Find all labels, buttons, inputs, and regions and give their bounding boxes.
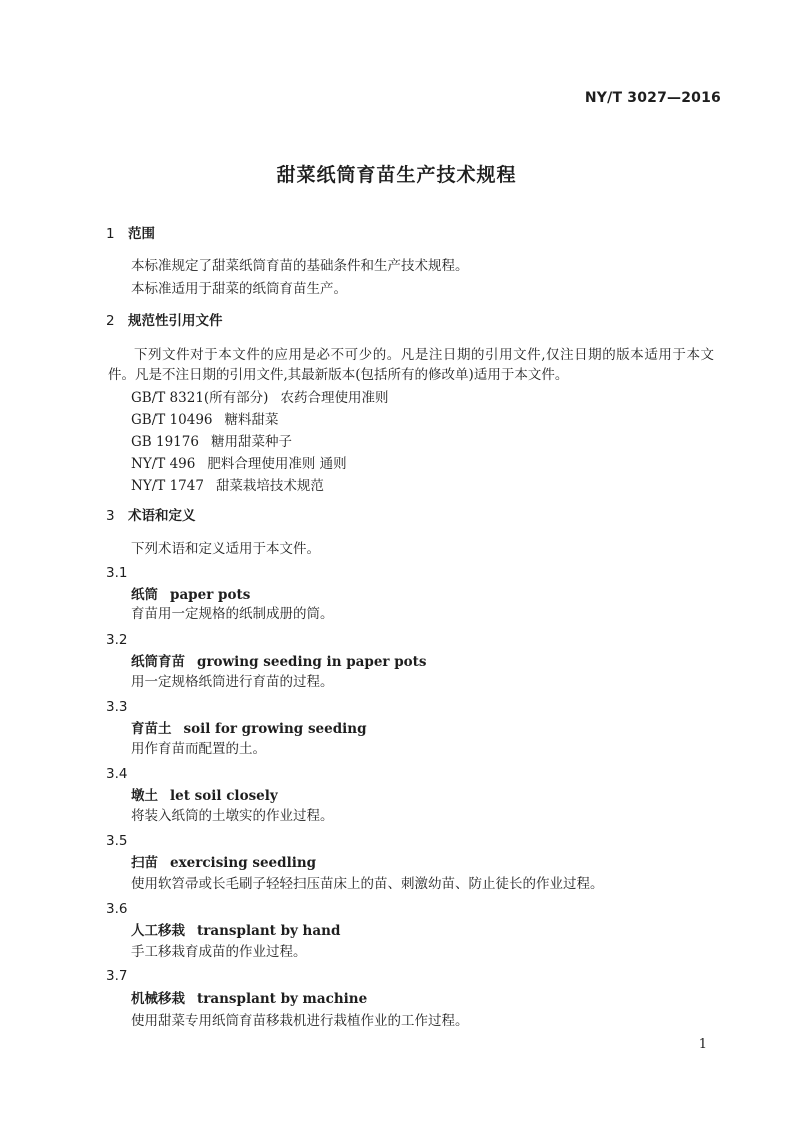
section-title: 规范性引用文件 [128,313,223,329]
term-en: exercising seedling [170,855,317,871]
paragraph: 下列术语和定义适用于本文件。 [131,541,320,557]
reference-item [131,454,347,474]
section-title: 范围 [128,226,155,242]
term-number: 3.4 [106,766,128,782]
term-heading [131,921,340,941]
paragraph: 下列文件对于本文件的应用是必不可少的。凡是注日期的引用文件,仅注日期的版本适用于本文件。凡是不注日期的引用文件,其最新版本(包括所有的修改单)适用于本文件。 [108,347,714,383]
section-number: 3 [106,508,115,524]
term-definition: 将装入纸筒的土墩实的作业过程。 [131,808,334,824]
term-number: 3.3 [106,699,128,715]
term-en: transplant by machine [197,991,368,1007]
term-number: 3.5 [106,833,128,849]
section-1-heading [106,224,155,244]
standard-code: NY/T 3027—2016 [584,90,721,106]
reference-code: NY/T 1747 [131,478,204,494]
document-title: 甜菜纸筒育苗生产技术规程 [276,164,517,186]
term-definition: 使用软笤帚或长毛刷子轻轻扫压苗床上的苗、刺激幼苗、防止徒长的作业过程。 [131,876,604,892]
term-en: soil for growing seeding [183,721,367,737]
reference-item [131,388,388,408]
term-zh: 机械移栽 [131,991,185,1007]
term-number: 3.6 [106,901,128,917]
term-en: growing seeding in paper pots [197,654,427,670]
term-heading [131,786,278,806]
reference-code: NY/T 496 [131,456,196,472]
reference-code: GB/T 8321(所有部分) [131,390,269,406]
term-zh: 人工移栽 [131,923,185,939]
term-heading [131,853,316,873]
term-heading [131,719,367,739]
term-heading [131,989,367,1009]
reference-code: GB/T 10496 [131,412,213,428]
term-number: 3.2 [106,632,128,648]
term-definition: 用一定规格纸筒进行育苗的过程。 [131,674,334,690]
term-en: let soil closely [170,788,278,804]
term-zh: 扫苗 [131,855,158,871]
term-zh: 纸筒育苗 [131,654,185,670]
paragraph: 本标准规定了甜菜纸筒育苗的基础条件和生产技术规程。 [131,258,469,274]
term-definition: 使用甜菜专用纸筒育苗移栽机进行栽植作业的工作过程。 [131,1013,469,1029]
reference-item [131,476,324,496]
term-heading [131,585,250,605]
paragraph: 本标准适用于甜菜的纸筒育苗生产。 [131,281,347,297]
term-number: 3.1 [106,565,128,581]
section-number: 2 [106,313,115,329]
section-title: 术语和定义 [128,508,196,524]
section-3-heading [106,506,196,526]
term-definition: 手工移栽育成苗的作业过程。 [131,944,307,960]
term-heading [131,652,427,672]
term-number: 3.7 [106,968,128,984]
reference-name: 农药合理使用准则 [280,390,389,406]
reference-item [131,410,279,430]
reference-name: 糖用甜菜种子 [210,434,292,450]
reference-code: GB 19176 [131,434,199,450]
reference-name: 甜菜栽培技术规范 [215,478,324,494]
term-zh: 墩土 [131,788,158,804]
reference-item [131,432,292,452]
reference-name: 糖料甜菜 [224,412,279,428]
section-2-heading [106,311,223,331]
term-en: paper pots [170,587,251,603]
page-number: 1 [698,1037,707,1052]
term-zh: 纸筒 [131,587,158,603]
section-number: 1 [106,226,115,242]
term-en: transplant by hand [197,923,341,939]
term-definition: 育苗用一定规格的纸制成册的筒。 [131,606,334,622]
term-zh: 育苗土 [131,721,172,737]
reference-name: 肥料合理使用准则 通则 [207,456,347,472]
term-definition: 用作育苗而配置的土。 [131,741,266,757]
